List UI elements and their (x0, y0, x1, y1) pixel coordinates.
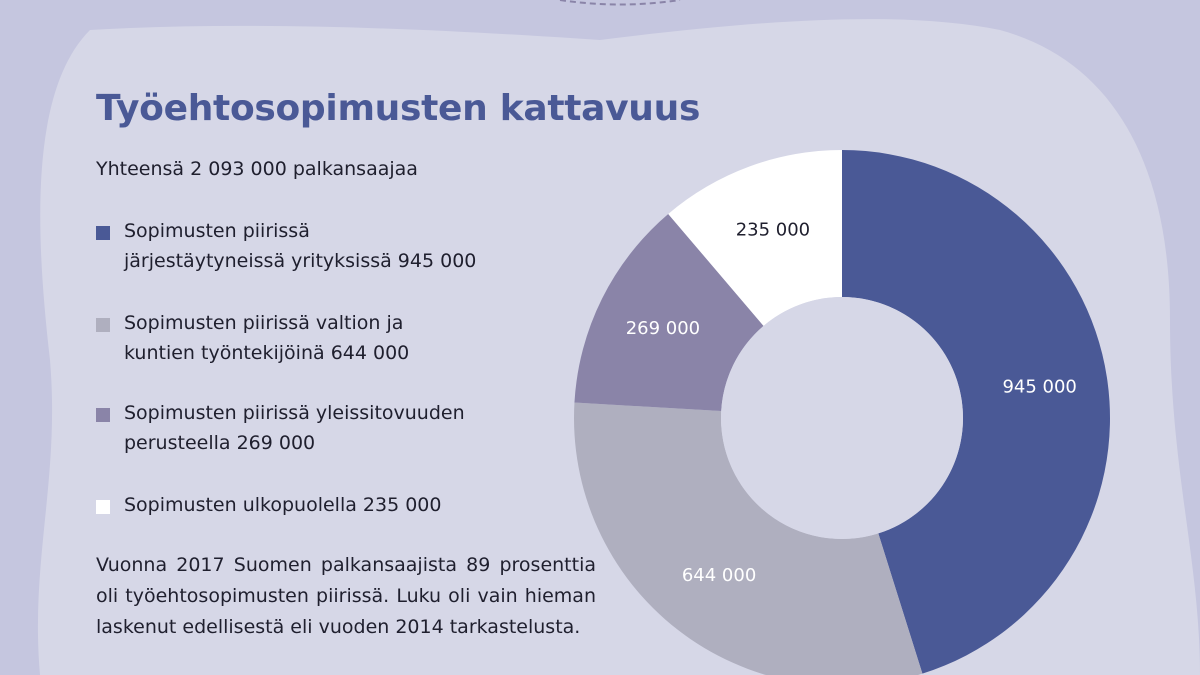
legend-line: Sopimusten ulkopuolella 235 000 (124, 494, 442, 516)
slice-label-general-applicability: 269 000 (625, 317, 701, 339)
legend-line: järjestäytyneissä yrityksissä 945 000 (124, 250, 477, 272)
legend-line: kuntien työntekijöinä 644 000 (124, 342, 410, 364)
legend-line: perusteella 269 000 (124, 432, 316, 454)
legend-line: Sopimusten piirissä yleissitovuuden (124, 402, 465, 424)
donut-hole (721, 297, 963, 539)
legend-line: Sopimusten piirissä (124, 220, 310, 242)
explanation-text: Vuonna 2017 Suomen palkansaajista 89 prosenttia oli työehtosopimusten piirissä. Luku oli vain hieman laskenut edellisestä eli vuoden 2014 tarkastelusta. (96, 554, 596, 638)
slice-label-organized: 945 000 (1002, 376, 1077, 398)
total-employees: Yhteensä 2 093 000 palkansaajaa (96, 158, 418, 180)
slice-label-public-sector: 644 000 (681, 564, 757, 586)
slice-label-outside: 235 000 (735, 219, 811, 241)
legend-line: Sopimusten piirissä valtion ja (124, 312, 404, 334)
page-title: Työehtosopimusten kattavuus (96, 88, 701, 129)
